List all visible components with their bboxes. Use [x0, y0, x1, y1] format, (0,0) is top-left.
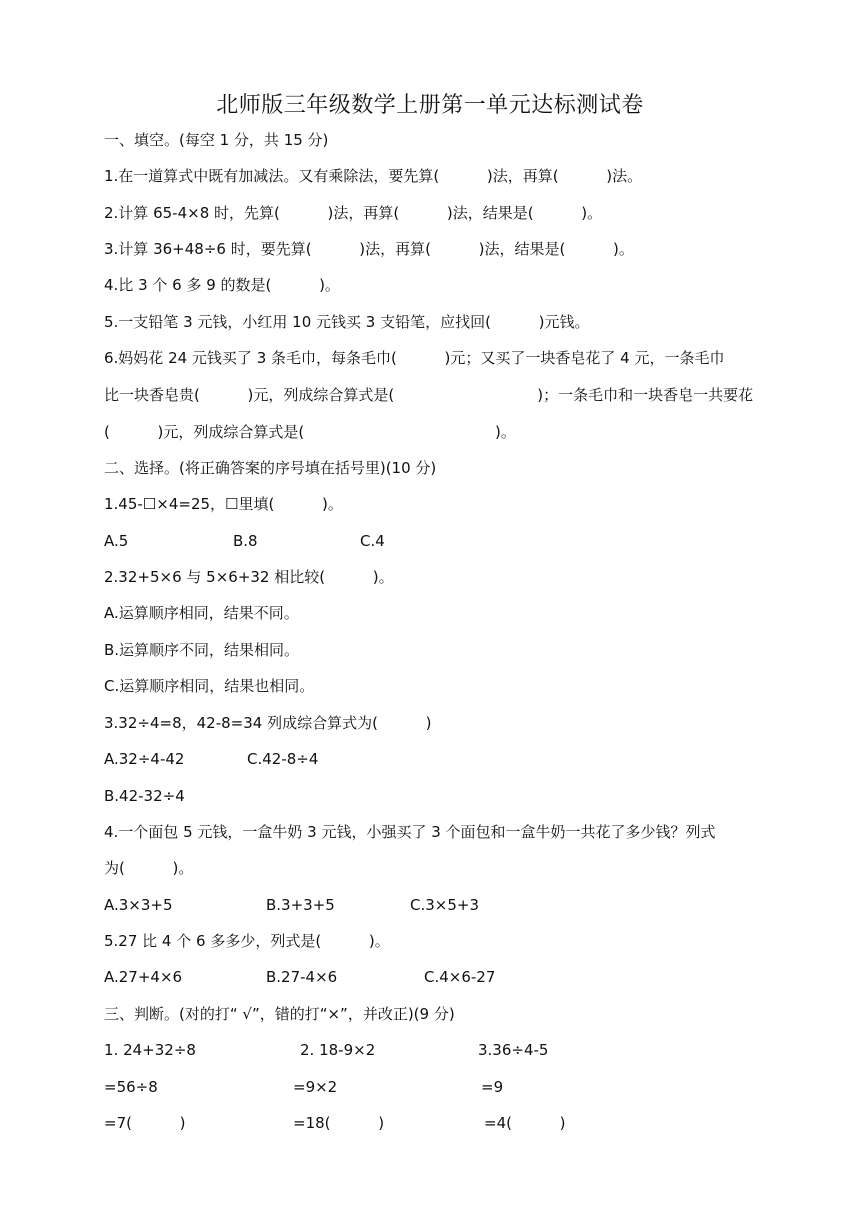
fill-question-6-line-1: 6.妈妈花 24 元钱买了 3 条毛巾，每条毛巾( )元；又买了一块香皂花了 4 元，一条毛巾	[104, 349, 725, 367]
judge-problem-1-line-3: =7( )	[104, 1114, 186, 1132]
choice-q3-option-b: B.42-32÷4	[104, 787, 185, 805]
choice-q3-option-a: A.32÷4-42	[104, 750, 185, 768]
judge-problem-3-line-1: 3.36÷4-5	[478, 1041, 549, 1059]
fill-question-5: 5.一支铅笔 3 元钱，小红用 10 元钱买 3 支铅笔，应找回( )元钱。	[104, 313, 590, 331]
choice-question-5: 5.27 比 4 个 6 多多少，列式是( )。	[104, 932, 390, 950]
choice-question-3: 3.32÷4=8，42-8=34 列成综合算式为( )	[104, 714, 432, 732]
choice-q2-option-c: C.运算顺序相同，结果也相同。	[104, 677, 315, 695]
judge-problem-2-line-3: =18( )	[293, 1114, 385, 1132]
choice-q3-option-c: C.42-8÷4	[247, 750, 319, 768]
fill-question-3: 3.计算 36+48÷6 时，要先算( )法，再算( )法，结果是( )。	[104, 240, 634, 258]
choice-q4-option-b: B.3+3+5	[266, 896, 335, 914]
section-heading-choice: 二、选择。(将正确答案的序号填在括号里)(10 分)	[104, 459, 437, 477]
choice-question-4-line-2: 为( )。	[104, 859, 194, 877]
fill-question-1: 1.在一道算式中既有加减法。又有乘除法，要先算( )法，再算( )法。	[104, 167, 643, 185]
fill-question-4: 4.比 3 个 6 多 9 的数是( )。	[104, 276, 340, 294]
choice-question-1: 1.45-☐×4=25，☐里填( )。	[104, 495, 343, 513]
fill-question-2: 2.计算 65-4×8 时，先算( )法，再算( )法，结果是( )。	[104, 204, 603, 222]
choice-q1-option-b: B.8	[233, 532, 258, 550]
choice-question-4-line-1: 4.一个面包 5 元钱，一盒牛奶 3 元钱，小强买了 3 个面包和一盒牛奶一共花了多少钱？列式	[104, 823, 716, 841]
judge-problem-2-line-1: 2. 18-9×2	[300, 1041, 376, 1059]
choice-q2-option-a: A.运算顺序相同，结果不同。	[104, 604, 299, 622]
fill-question-6-line-2: 比一块香皂贵( )元，列成综合算式是( )；一条毛巾和一块香皂一共要花	[104, 386, 754, 404]
judge-problem-1-line-1: 1. 24+32÷8	[104, 1041, 196, 1059]
choice-q2-option-b: B.运算顺序不同，结果相同。	[104, 641, 300, 659]
choice-q5-option-b: B.27-4×6	[266, 968, 338, 986]
judge-problem-2-line-2: =9×2	[293, 1078, 338, 1096]
page-title: 北师版三年级数学上册第一单元达标测试卷	[216, 93, 644, 118]
judge-problem-3-line-2: =9	[481, 1078, 504, 1096]
judge-problem-3-line-3: =4( )	[484, 1114, 566, 1132]
choice-q1-option-c: C.4	[360, 532, 385, 550]
choice-q4-option-a: A.3×3+5	[104, 896, 173, 914]
judge-problem-1-line-2: =56÷8	[104, 1078, 158, 1096]
fill-question-6-line-3: ( )元，列成综合算式是( )。	[104, 423, 516, 441]
section-heading-judge: 三、判断。(对的打“ √”，错的打“×”，并改正)(9 分)	[104, 1005, 455, 1023]
section-heading-fill: 一、填空。(每空 1 分，共 15 分)	[104, 131, 329, 149]
choice-q5-option-a: A.27+4×6	[104, 968, 183, 986]
choice-q4-option-c: C.3×5+3	[410, 896, 480, 914]
choice-question-2: 2.32+5×6 与 5×6+32 相比较( )。	[104, 568, 394, 586]
choice-q5-option-c: C.4×6-27	[424, 968, 496, 986]
choice-q1-option-a: A.5	[104, 532, 129, 550]
